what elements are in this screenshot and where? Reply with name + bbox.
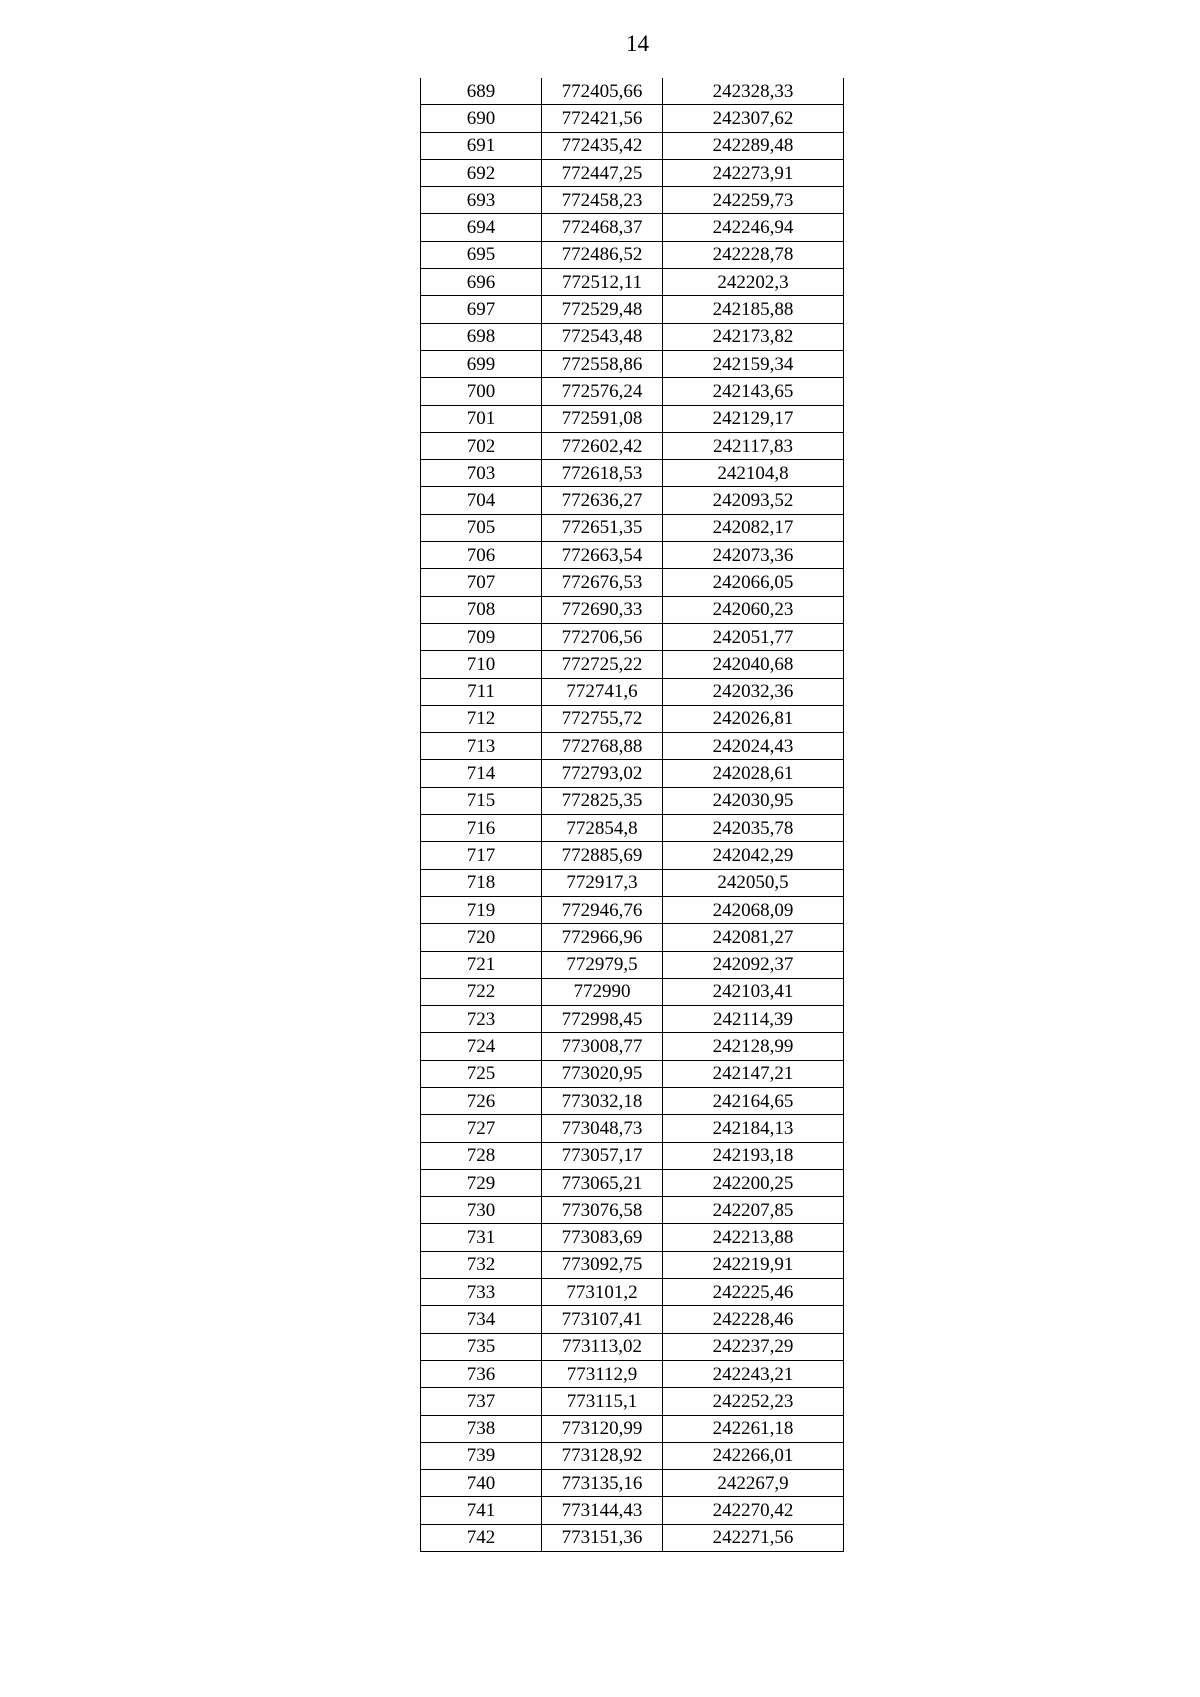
point-number-cell: 725 xyxy=(421,1060,542,1087)
y-coordinate-cell: 242164,65 xyxy=(663,1087,844,1114)
x-coordinate-cell: 772979,5 xyxy=(542,951,663,978)
point-number-cell: 695 xyxy=(421,241,542,268)
x-coordinate-cell: 773065,21 xyxy=(542,1169,663,1196)
point-number-cell: 706 xyxy=(421,542,542,569)
y-coordinate-cell: 242082,17 xyxy=(663,514,844,541)
x-coordinate-cell: 772966,96 xyxy=(542,924,663,951)
point-number-cell: 699 xyxy=(421,350,542,377)
y-coordinate-cell: 242042,29 xyxy=(663,842,844,869)
x-coordinate-cell: 772755,72 xyxy=(542,705,663,732)
x-coordinate-cell: 773020,95 xyxy=(542,1060,663,1087)
y-coordinate-cell: 242035,78 xyxy=(663,815,844,842)
y-coordinate-cell: 242104,8 xyxy=(663,460,844,487)
y-coordinate-cell: 242073,36 xyxy=(663,542,844,569)
x-coordinate-cell: 772676,53 xyxy=(542,569,663,596)
table-row xyxy=(421,924,844,951)
y-coordinate-cell: 242147,21 xyxy=(663,1060,844,1087)
table-row xyxy=(421,1224,844,1251)
point-number-cell: 726 xyxy=(421,1087,542,1114)
x-coordinate-cell: 772591,08 xyxy=(542,405,663,432)
point-number-cell: 727 xyxy=(421,1115,542,1142)
y-coordinate-cell: 242159,34 xyxy=(663,350,844,377)
point-number-cell: 708 xyxy=(421,596,542,623)
y-coordinate-cell: 242128,99 xyxy=(663,1033,844,1060)
y-coordinate-cell: 242081,27 xyxy=(663,924,844,951)
y-coordinate-cell: 242103,41 xyxy=(663,978,844,1005)
x-coordinate-cell: 773144,43 xyxy=(542,1497,663,1524)
x-coordinate-cell: 772946,76 xyxy=(542,896,663,923)
table-row xyxy=(421,842,844,869)
table-row xyxy=(421,1388,844,1415)
y-coordinate-cell: 242246,94 xyxy=(663,214,844,241)
x-coordinate-cell: 772543,48 xyxy=(542,323,663,350)
point-number-cell: 731 xyxy=(421,1224,542,1251)
x-coordinate-cell: 773048,73 xyxy=(542,1115,663,1142)
point-number-cell: 720 xyxy=(421,924,542,951)
table-row xyxy=(421,1006,844,1033)
point-number-cell: 707 xyxy=(421,569,542,596)
point-number-cell: 716 xyxy=(421,815,542,842)
table-row xyxy=(421,378,844,405)
table-row xyxy=(421,487,844,514)
point-number-cell: 734 xyxy=(421,1306,542,1333)
x-coordinate-cell: 772990 xyxy=(542,978,663,1005)
point-number-cell: 729 xyxy=(421,1169,542,1196)
point-number-cell: 715 xyxy=(421,787,542,814)
page-number: 14 xyxy=(626,31,649,56)
x-coordinate-cell: 772636,27 xyxy=(542,487,663,514)
point-number-cell: 702 xyxy=(421,432,542,459)
table-row xyxy=(421,105,844,132)
table-row xyxy=(421,542,844,569)
y-coordinate-cell: 242066,05 xyxy=(663,569,844,596)
table-row xyxy=(421,241,844,268)
table-row xyxy=(421,269,844,296)
point-number-cell: 693 xyxy=(421,187,542,214)
table-row xyxy=(421,132,844,159)
point-number-cell: 711 xyxy=(421,678,542,705)
x-coordinate-cell: 773101,2 xyxy=(542,1279,663,1306)
table-row xyxy=(421,869,844,896)
table-row xyxy=(421,514,844,541)
y-coordinate-cell: 242068,09 xyxy=(663,896,844,923)
x-coordinate-cell: 772421,56 xyxy=(542,105,663,132)
point-number-cell: 718 xyxy=(421,869,542,896)
point-number-cell: 722 xyxy=(421,978,542,1005)
table-row xyxy=(421,1060,844,1087)
y-coordinate-cell: 242092,37 xyxy=(663,951,844,978)
table-row xyxy=(421,760,844,787)
x-coordinate-cell: 772690,33 xyxy=(542,596,663,623)
table-row xyxy=(421,1333,844,1360)
y-coordinate-cell: 242129,17 xyxy=(663,405,844,432)
table-row xyxy=(421,623,844,650)
table-row xyxy=(421,187,844,214)
point-number-cell: 724 xyxy=(421,1033,542,1060)
point-number-cell: 709 xyxy=(421,623,542,650)
y-coordinate-cell: 242259,73 xyxy=(663,187,844,214)
table-row xyxy=(421,1033,844,1060)
y-coordinate-cell: 242213,88 xyxy=(663,1224,844,1251)
point-number-cell: 689 xyxy=(421,78,542,105)
point-number-cell: 710 xyxy=(421,651,542,678)
y-coordinate-cell: 242202,3 xyxy=(663,269,844,296)
y-coordinate-cell: 242273,91 xyxy=(663,159,844,186)
table-row xyxy=(421,733,844,760)
point-number-cell: 701 xyxy=(421,405,542,432)
point-number-cell: 742 xyxy=(421,1524,542,1551)
y-coordinate-cell: 242252,23 xyxy=(663,1388,844,1415)
x-coordinate-cell: 772618,53 xyxy=(542,460,663,487)
table-row xyxy=(421,1251,844,1278)
table-row xyxy=(421,1497,844,1524)
y-coordinate-cell: 242307,62 xyxy=(663,105,844,132)
point-number-cell: 738 xyxy=(421,1415,542,1442)
x-coordinate-cell: 773128,92 xyxy=(542,1442,663,1469)
point-number-cell: 736 xyxy=(421,1360,542,1387)
table-row xyxy=(421,1279,844,1306)
point-number-cell: 696 xyxy=(421,269,542,296)
y-coordinate-cell: 242143,65 xyxy=(663,378,844,405)
table-row xyxy=(421,1306,844,1333)
table-row xyxy=(421,1524,844,1551)
x-coordinate-cell: 773115,1 xyxy=(542,1388,663,1415)
x-coordinate-cell: 772486,52 xyxy=(542,241,663,268)
x-coordinate-cell: 772651,35 xyxy=(542,514,663,541)
x-coordinate-cell: 772435,42 xyxy=(542,132,663,159)
point-number-cell: 732 xyxy=(421,1251,542,1278)
y-coordinate-cell: 242225,46 xyxy=(663,1279,844,1306)
y-coordinate-cell: 242228,46 xyxy=(663,1306,844,1333)
coordinates-table xyxy=(420,78,844,1552)
x-coordinate-cell: 773107,41 xyxy=(542,1306,663,1333)
table-row xyxy=(421,569,844,596)
table-row xyxy=(421,432,844,459)
point-number-cell: 694 xyxy=(421,214,542,241)
y-coordinate-cell: 242267,9 xyxy=(663,1470,844,1497)
x-coordinate-cell: 772725,22 xyxy=(542,651,663,678)
table-row xyxy=(421,1169,844,1196)
point-number-cell: 697 xyxy=(421,296,542,323)
table-row xyxy=(421,787,844,814)
table-row xyxy=(421,405,844,432)
y-coordinate-cell: 242219,91 xyxy=(663,1251,844,1278)
x-coordinate-cell: 772706,56 xyxy=(542,623,663,650)
table-row xyxy=(421,460,844,487)
y-coordinate-cell: 242200,25 xyxy=(663,1169,844,1196)
y-coordinate-cell: 242184,13 xyxy=(663,1115,844,1142)
point-number-cell: 728 xyxy=(421,1142,542,1169)
coordinates-table-body xyxy=(421,78,844,1552)
point-number-cell: 704 xyxy=(421,487,542,514)
point-number-cell: 733 xyxy=(421,1279,542,1306)
x-coordinate-cell: 772458,23 xyxy=(542,187,663,214)
point-number-cell: 719 xyxy=(421,896,542,923)
x-coordinate-cell: 772741,6 xyxy=(542,678,663,705)
table-row xyxy=(421,1197,844,1224)
y-coordinate-cell: 242117,83 xyxy=(663,432,844,459)
point-number-cell: 740 xyxy=(421,1470,542,1497)
point-number-cell: 717 xyxy=(421,842,542,869)
y-coordinate-cell: 242030,95 xyxy=(663,787,844,814)
x-coordinate-cell: 773008,77 xyxy=(542,1033,663,1060)
table-row xyxy=(421,296,844,323)
point-number-cell: 690 xyxy=(421,105,542,132)
x-coordinate-cell: 772447,25 xyxy=(542,159,663,186)
point-number-cell: 700 xyxy=(421,378,542,405)
x-coordinate-cell: 772405,66 xyxy=(542,78,663,105)
table-row xyxy=(421,815,844,842)
table-row xyxy=(421,78,844,105)
table-row xyxy=(421,1115,844,1142)
y-coordinate-cell: 242261,18 xyxy=(663,1415,844,1442)
y-coordinate-cell: 242228,78 xyxy=(663,241,844,268)
y-coordinate-cell: 242243,21 xyxy=(663,1360,844,1387)
x-coordinate-cell: 772602,42 xyxy=(542,432,663,459)
table-row xyxy=(421,1470,844,1497)
y-coordinate-cell: 242266,01 xyxy=(663,1442,844,1469)
x-coordinate-cell: 773076,58 xyxy=(542,1197,663,1224)
point-number-cell: 712 xyxy=(421,705,542,732)
x-coordinate-cell: 772998,45 xyxy=(542,1006,663,1033)
x-coordinate-cell: 772468,37 xyxy=(542,214,663,241)
x-coordinate-cell: 773057,17 xyxy=(542,1142,663,1169)
table-row xyxy=(421,159,844,186)
point-number-cell: 723 xyxy=(421,1006,542,1033)
x-coordinate-cell: 773032,18 xyxy=(542,1087,663,1114)
table-row xyxy=(421,1087,844,1114)
table-row xyxy=(421,678,844,705)
x-coordinate-cell: 772512,11 xyxy=(542,269,663,296)
table-row xyxy=(421,596,844,623)
point-number-cell: 714 xyxy=(421,760,542,787)
point-number-cell: 735 xyxy=(421,1333,542,1360)
x-coordinate-cell: 773135,16 xyxy=(542,1470,663,1497)
y-coordinate-cell: 242093,52 xyxy=(663,487,844,514)
x-coordinate-cell: 772558,86 xyxy=(542,350,663,377)
table-row xyxy=(421,1142,844,1169)
x-coordinate-cell: 773113,02 xyxy=(542,1333,663,1360)
table-row xyxy=(421,1415,844,1442)
point-number-cell: 737 xyxy=(421,1388,542,1415)
point-number-cell: 713 xyxy=(421,733,542,760)
x-coordinate-cell: 773112,9 xyxy=(542,1360,663,1387)
y-coordinate-cell: 242173,82 xyxy=(663,323,844,350)
table-row xyxy=(421,951,844,978)
y-coordinate-cell: 242270,42 xyxy=(663,1497,844,1524)
x-coordinate-cell: 772917,3 xyxy=(542,869,663,896)
point-number-cell: 703 xyxy=(421,460,542,487)
table-row xyxy=(421,323,844,350)
point-number-cell: 721 xyxy=(421,951,542,978)
x-coordinate-cell: 773092,75 xyxy=(542,1251,663,1278)
x-coordinate-cell: 772825,35 xyxy=(542,787,663,814)
y-coordinate-cell: 242024,43 xyxy=(663,733,844,760)
table-row xyxy=(421,1442,844,1469)
y-coordinate-cell: 242328,33 xyxy=(663,78,844,105)
y-coordinate-cell: 242040,68 xyxy=(663,651,844,678)
x-coordinate-cell: 772529,48 xyxy=(542,296,663,323)
y-coordinate-cell: 242207,85 xyxy=(663,1197,844,1224)
x-coordinate-cell: 772768,88 xyxy=(542,733,663,760)
table-row xyxy=(421,651,844,678)
table-row xyxy=(421,214,844,241)
point-number-cell: 730 xyxy=(421,1197,542,1224)
y-coordinate-cell: 242114,39 xyxy=(663,1006,844,1033)
y-coordinate-cell: 242028,61 xyxy=(663,760,844,787)
y-coordinate-cell: 242193,18 xyxy=(663,1142,844,1169)
x-coordinate-cell: 773151,36 xyxy=(542,1524,663,1551)
x-coordinate-cell: 772885,69 xyxy=(542,842,663,869)
x-coordinate-cell: 772576,24 xyxy=(542,378,663,405)
x-coordinate-cell: 772663,54 xyxy=(542,542,663,569)
table-row xyxy=(421,896,844,923)
y-coordinate-cell: 242060,23 xyxy=(663,596,844,623)
x-coordinate-cell: 773120,99 xyxy=(542,1415,663,1442)
table-row xyxy=(421,705,844,732)
x-coordinate-cell: 772793,02 xyxy=(542,760,663,787)
y-coordinate-cell: 242050,5 xyxy=(663,869,844,896)
table-row xyxy=(421,350,844,377)
point-number-cell: 741 xyxy=(421,1497,542,1524)
y-coordinate-cell: 242032,36 xyxy=(663,678,844,705)
table-row xyxy=(421,978,844,1005)
y-coordinate-cell: 242237,29 xyxy=(663,1333,844,1360)
point-number-cell: 698 xyxy=(421,323,542,350)
table-row xyxy=(421,1360,844,1387)
y-coordinate-cell: 242271,56 xyxy=(663,1524,844,1551)
y-coordinate-cell: 242026,81 xyxy=(663,705,844,732)
point-number-cell: 692 xyxy=(421,159,542,186)
point-number-cell: 691 xyxy=(421,132,542,159)
y-coordinate-cell: 242185,88 xyxy=(663,296,844,323)
point-number-cell: 705 xyxy=(421,514,542,541)
x-coordinate-cell: 772854,8 xyxy=(542,815,663,842)
x-coordinate-cell: 773083,69 xyxy=(542,1224,663,1251)
y-coordinate-cell: 242051,77 xyxy=(663,623,844,650)
y-coordinate-cell: 242289,48 xyxy=(663,132,844,159)
point-number-cell: 739 xyxy=(421,1442,542,1469)
